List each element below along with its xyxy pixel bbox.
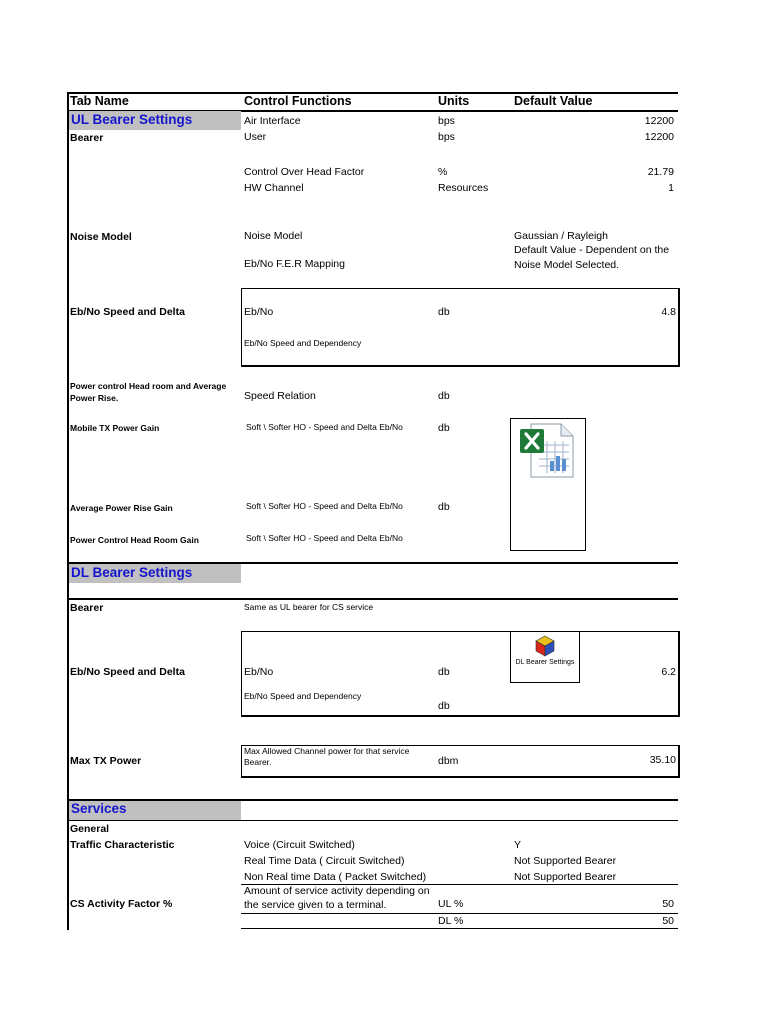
soft-ho-2-unit: db: [438, 501, 450, 513]
header-tab-name: Tab Name: [70, 94, 129, 108]
max-tx-desc-line2: Bearer.: [244, 757, 272, 767]
header-units: Units: [438, 94, 470, 108]
hw-channel-label: HW Channel: [244, 182, 304, 194]
user-unit: bps: [438, 131, 455, 143]
rt-data-label: Real Time Data ( Circuit Switched): [244, 855, 405, 867]
header-control-functions: Control Functions: [244, 94, 352, 108]
cs-activity-desc-line2: the service given to a terminal.: [244, 899, 387, 911]
pchr-label-line2: Power Rise.: [70, 393, 119, 403]
cohf-unit: %: [438, 166, 448, 178]
voice-label: Voice (Circuit Switched): [244, 839, 355, 851]
cs-activity-mid-border: [241, 913, 678, 914]
excel-embedded-object[interactable]: [510, 418, 586, 551]
hw-channel-unit: Resources: [438, 182, 489, 194]
nrt-data-label: Non Real time Data ( Packet Switched): [244, 871, 427, 883]
dl-ebno-box: [241, 631, 680, 717]
user-label: User: [244, 131, 267, 143]
dl-bearer-note: Same as UL bearer for CS service: [244, 602, 374, 612]
noise-model-value: Gaussian / Rayleigh: [514, 230, 608, 242]
nrt-data-value: Not Supported Bearer: [514, 871, 617, 883]
soft-ho-3: Soft \ Softer HO - Speed and Delta Eb/No: [246, 533, 403, 543]
ul-ebno-label: Eb/No: [244, 306, 274, 318]
dl-ebno-unit: db: [438, 666, 450, 678]
dl-ebno-dependency: Eb/No Speed and Dependency: [244, 691, 362, 701]
speed-relation-label: Speed Relation: [244, 390, 316, 402]
mobile-tx-label: Mobile TX Power Gain: [70, 423, 160, 433]
dl-section-title: DL Bearer Settings: [71, 565, 193, 580]
max-tx-value: 35.10: [649, 754, 676, 766]
cs-activity-bottom-border: [241, 928, 678, 929]
hw-channel-value: 1: [668, 182, 674, 194]
ebno-fer-default-line2: Noise Model Selected.: [514, 259, 620, 271]
dl-ebno-row-label: Eb/No Speed and Delta: [70, 666, 185, 678]
max-tx-desc-line1: Max Allowed Channel power for that service: [244, 746, 410, 756]
dl-ebno-label: Eb/No: [244, 666, 274, 678]
ul-ebno-dependency: Eb/No Speed and Dependency: [244, 338, 362, 348]
dl-bearer-border: [67, 598, 678, 600]
services-section-title: Services: [71, 801, 127, 816]
speed-relation-unit: db: [438, 390, 450, 402]
dl-ebno-dependency-unit: db: [438, 700, 450, 712]
cs-activity-desc-line1: Amount of service activity depending on: [244, 885, 430, 897]
voice-value: Y: [514, 839, 522, 851]
ul-section-title: UL Bearer Settings: [71, 112, 193, 127]
avg-power-label: Average Power Rise Gain: [70, 503, 173, 513]
ul-ebno-value: 4.8: [661, 306, 676, 318]
ebno-fer-default-line1: Default Value - Dependent on the: [514, 244, 670, 256]
ul-pct-value: 50: [662, 898, 674, 910]
dl-bearer-label: Bearer: [70, 602, 104, 614]
noise-model-row-label: Noise Model: [70, 231, 132, 243]
dl-pct-label: DL %: [438, 915, 464, 927]
user-value: 12200: [644, 131, 674, 143]
header-default-value: Default Value: [514, 94, 593, 108]
dl-ebno-value: 6.2: [661, 666, 676, 678]
excel-spreadsheet-icon: [517, 421, 577, 481]
air-interface-unit: bps: [438, 115, 455, 127]
max-tx-unit: dbm: [438, 755, 459, 767]
dl-pct-value: 50: [662, 915, 674, 927]
max-tx-row-label: Max TX Power: [70, 755, 142, 767]
cs-activity-label: CS Activity Factor %: [70, 898, 173, 910]
ul-ebno-row-label: Eb/No Speed and Delta: [70, 306, 185, 318]
pc-headroom-label: Power Control Head Room Gain: [70, 535, 199, 545]
pchr-label-line1: Power control Head room and Average: [70, 381, 227, 391]
services-header-border: [67, 820, 678, 821]
air-interface-value: 12200: [644, 115, 674, 127]
noise-model-label: Noise Model: [244, 230, 303, 242]
ebno-fer-label: Eb/No F.E.R Mapping: [244, 258, 345, 270]
dl-object-label: DL Bearer Settings: [515, 659, 575, 666]
soft-ho-1-unit: db: [438, 422, 450, 434]
rt-data-value: Not Supported Bearer: [514, 855, 617, 867]
dl-embedded-object[interactable]: [510, 631, 580, 683]
traffic-characteristic-label: Traffic Characteristic: [70, 839, 175, 851]
cohf-value: 21.79: [647, 166, 674, 178]
ul-ebno-unit: db: [438, 306, 450, 318]
air-interface-label: Air Interface: [244, 115, 301, 127]
soft-ho-1: Soft \ Softer HO - Speed and Delta Eb/No: [246, 422, 403, 432]
ul-pct-label: UL %: [438, 898, 464, 910]
general-label: General: [70, 823, 110, 835]
soft-ho-2: Soft \ Softer HO - Speed and Delta Eb/No: [246, 501, 403, 511]
ul-ebno-box: [241, 288, 680, 367]
cohf-label: Control Over Head Factor: [244, 166, 365, 178]
ul-bearer-label: Bearer: [70, 132, 104, 144]
shape-object-icon: [535, 635, 555, 657]
